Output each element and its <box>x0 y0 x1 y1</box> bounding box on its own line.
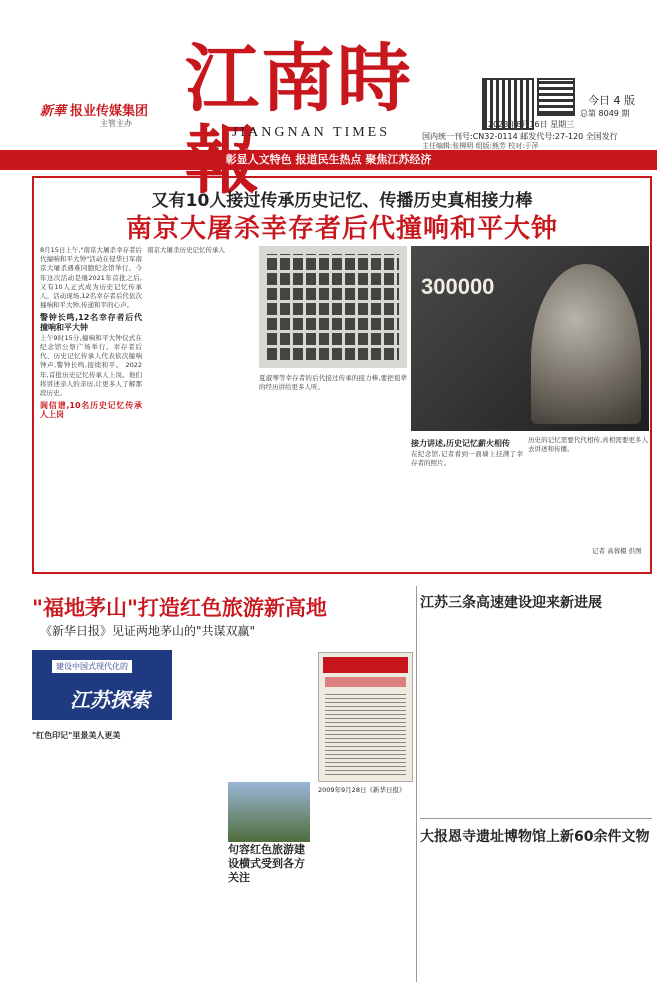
lead-column-4 <box>411 436 523 568</box>
photo-caption: 记者 高蓉摄 供图 <box>592 547 642 555</box>
column-divider <box>416 586 417 982</box>
fushan-section-title: "红色印记"里景美人更美 <box>32 731 121 740</box>
lead-column-1 <box>40 246 142 568</box>
lead-paragraph: 南京大屠杀历史记忆传承人 <box>147 246 225 254</box>
photo-number-text: 300000 <box>421 274 495 299</box>
lead-kicker: 又有10人接过传承历史记忆、传播历史真相接力棒 <box>151 191 533 211</box>
editor-info: 主任编辑:张柳明 组版:熊芳 校对:于萍 <box>422 142 539 150</box>
publish-info: 国内统一刊号:CN32-0114 邮发代号:27-120 全国发行 <box>422 132 618 141</box>
newspaper-thumbnail <box>318 652 413 782</box>
banner-title: 江苏探索 <box>70 688 150 712</box>
thumbnail-caption: 2009年9月28日《新华日报》 <box>318 786 406 794</box>
lead-paragraph: 在纪念馆,记者看到一面墙上挂满了幸存者的照片。 <box>411 450 523 468</box>
lead-column-5 <box>528 436 648 544</box>
banner-small-text: 建设中国式现代化的 <box>52 660 132 673</box>
group-subtitle: 主管主办 <box>100 119 132 128</box>
issue-number: 总第 8049 期 <box>580 109 630 118</box>
lead-paragraph: 8月15日上午,"南京大屠杀幸存者后代撞响和平大钟"活动在侵华日军南京大屠杀遇难同胞纪念馆举行。今年这次活动是继2021年首批之后,又有10人正式成为历史记忆传承人。活动现场,12名幸存者后代依次撞响和平大钟,传递和平的心声。 <box>40 246 142 310</box>
photo-pavilion <box>228 782 310 842</box>
lead-subhead-3: 阆信谱,10名历史记忆传承人上岗 <box>40 401 142 420</box>
lead-headline: 南京大屠杀幸存者后代撞响和平大钟 <box>125 214 558 244</box>
paper-latin-name: JIANGNAN TIMES <box>232 125 391 140</box>
issue-date: 2023年8月16日 星期三 <box>488 120 575 129</box>
photo-peace-bell <box>411 246 649 431</box>
lead-subhead-2: 接力讲述,历史记忆薪火相传 <box>411 439 511 448</box>
story-divider <box>420 818 652 819</box>
bell-image <box>531 264 641 424</box>
group-name: 报业传媒集团 <box>70 104 149 119</box>
museum-headline: 大报恩寺遗址博物馆上新60余件文物 <box>420 829 650 845</box>
fushan-headline: "福地茅山"打造红色旅游新高地 <box>32 596 327 620</box>
group-logo-script: 新華 <box>40 104 67 119</box>
lead-paragraph: 历史的记忆需要代代相传,真相需要更多人去讲述和传播。 <box>528 436 648 454</box>
lead-story <box>32 176 652 574</box>
fushan-column-2 <box>128 728 222 978</box>
rail-headline: 江苏三条高速建设迎来新进展 <box>420 595 602 611</box>
lead-paragraph: 上午9时15分,撞响和平大钟仪式在纪念馆公祭广场举行。幸存者后代、历史记忆传承人代表依次撞响钟声,警钟长鸣,接续和平。 <box>40 333 142 370</box>
edition-label: 今日 4 版 <box>588 94 635 107</box>
lead-subhead-1: 警钟长鸣,12名幸存者后代撞响和平大钟 <box>40 313 142 332</box>
photo-memorial-wall <box>259 246 407 368</box>
qr-code-icon <box>537 78 575 116</box>
lead-paragraph: 夏淑琴等幸存者的后代接过传承的接力棒,要把祖辈的经历讲给更多人听。 <box>259 374 407 392</box>
paper-name: 江南時 <box>185 36 413 122</box>
fushan-column-1 <box>32 728 122 978</box>
masthead <box>0 0 657 150</box>
slogan-bar: 彰显人文特色 报道民生热点 聚焦江苏经济 <box>0 150 657 170</box>
group-logo <box>40 100 148 119</box>
fushan-subheadline: 《新华日报》见证两地茅山的"共谋双赢" <box>40 624 256 638</box>
lead-paragraph: 2022年,首批历史记忆传承人上岗。他们将讲述亲人的亲历,让更多人了解那段历史。 <box>40 361 142 398</box>
series-banner <box>32 650 172 720</box>
fushan-subheadline-box: 句容红色旅游建设横式受到各方关注 <box>228 843 305 884</box>
lead-column-2 <box>147 246 253 568</box>
lead-column-3 <box>259 374 407 568</box>
